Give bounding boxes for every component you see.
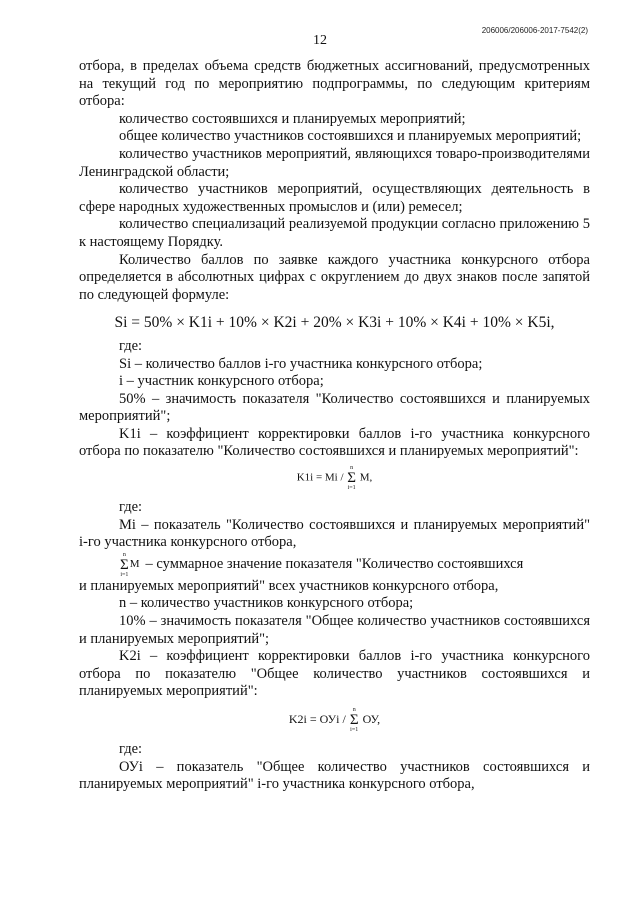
paragraph: Количество баллов по заявке каждого участника конкурсного отбора определяется в абсолютных цифрах с округлением до двух знаков после запятой по следующей формуле: xyxy=(79,251,590,303)
formula-k2-lhs: K2i = ОУi / xyxy=(288,711,346,726)
formula-score: Si = 50% × K1i + 10% × K2i + 20% × K3i + 10% × K4i + 10% × K5i, xyxy=(114,314,555,332)
paragraph: количество участников мероприятий, являющихся товаро-производителями Ленинградской области; xyxy=(79,145,590,180)
sum-symbol: n Σ i=1 xyxy=(347,465,357,492)
page-number: 12 xyxy=(313,33,327,48)
paragraph: отбора, в пределах объема средств бюджетных ассигнований, предусмотренных на текущий год по мероприятию подпрограммы, по следующим критериям отбора: xyxy=(79,58,590,110)
document-number: 206006/206006-2017-7542(2) xyxy=(481,26,588,35)
paragraph: Mi – показатель "Количество состоявшихся и планируемых мероприятий" i-го участника конкурсного отбора, xyxy=(79,516,590,551)
paragraph: i – участник конкурсного отбора; xyxy=(119,373,324,390)
paragraph: K1i – коэффициент корректировки баллов i-го участника конкурсного отбора по показателю "Количество состоявшихся и планируемых мероприятий": xyxy=(79,425,590,460)
formula-k2-rhs: ОУ, xyxy=(362,711,381,726)
formula-k1-lhs: K1i = Mi / xyxy=(296,471,344,484)
where-label: где: xyxy=(119,741,143,757)
sum-symbol: n Σ i=1 xyxy=(120,551,129,578)
paragraph: общее количество участников состоявшихся и планируемых мероприятий; xyxy=(119,128,582,145)
paragraph: – суммарное значение показателя "Количество состоявшихся xyxy=(145,556,524,573)
formula-k1 xyxy=(79,465,590,491)
paragraph: количество участников мероприятий, осуществляющих деятельность в сфере народных художественных промыслов и (или) ремесел; xyxy=(79,181,590,215)
paragraph: Si – количество баллов i-го участника конкурсного отбора; xyxy=(119,355,483,372)
paragraph: 10% – значимость показателя "Общее количество участников состоявшихся и планируемых мероприятий"; xyxy=(79,613,590,647)
sum-symbol: n Σ i=1 xyxy=(349,707,359,733)
sum-m-block: n Σ i=1 M xyxy=(120,551,140,578)
document-body xyxy=(79,58,590,794)
paragraph: ОУi – показатель "Общее количество участников состоявшихся и планируемых мероприятий" i-го участника конкурсного отбора, xyxy=(79,758,590,793)
paragraph: 50% – значимость показателя "Количество состоявшихся и планируемых мероприятий"; xyxy=(79,390,590,425)
paragraph: K2i – коэффициент корректировки баллов i-го участника конкурсного отбора по показателю "Общее количество участников состоявшихся и планируемых мероприятий": xyxy=(79,648,590,700)
paragraph: и планируемых мероприятий" всех участников конкурсного отбора, xyxy=(79,577,499,594)
where-label: где: xyxy=(119,337,143,354)
where-label: где: xyxy=(119,499,143,516)
paragraph: n – количество участников конкурсного отбора; xyxy=(119,595,414,612)
sum-m-row xyxy=(79,552,590,578)
formula-k2 xyxy=(79,707,590,733)
formula-k1-rhs: M, xyxy=(359,471,373,484)
paragraph: количество состоявшихся и планируемых мероприятий; xyxy=(119,110,466,127)
paragraph: количество специализаций реализуемой продукции согласно приложению 5 к настоящему Порядку. xyxy=(79,216,590,250)
